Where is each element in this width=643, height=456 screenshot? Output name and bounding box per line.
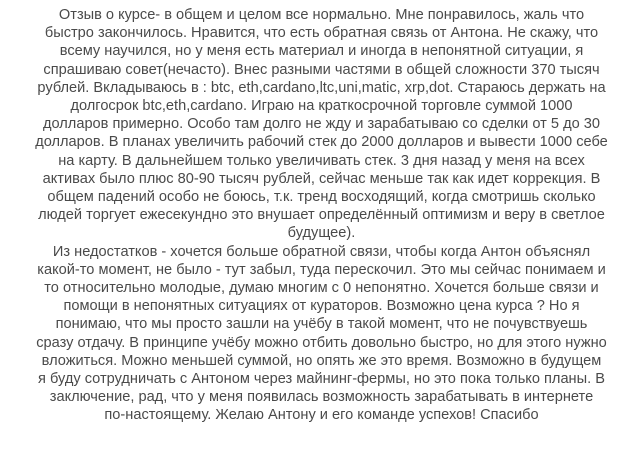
review-line: активах было плюс 80-90 тысяч рублей, сейчас меньше так как идет коррекция. В: [42, 170, 601, 187]
review-line: вложиться. Можно меньшей суммой, но опять же это время. Возможно в будущем: [41, 352, 602, 369]
review-line: какой-то момент, не было - тут забыл, туда перескочил. Это мы сейчас понимаем и: [37, 261, 606, 278]
review-line: я буду сотрудничать с Антоном через майнинг-фермы, но это пока только планы. В: [38, 371, 605, 388]
review-line: по-настоящему. Желаю Антону и его команде успехов! Спасибо: [104, 407, 539, 424]
review-line: сразу отдачу. В принципе учёбу можно отбить довольно быстро, но для этого нужно: [36, 334, 607, 351]
review-line: на карту. В дальнейшем только увеличивать стек. 3 дня назад у меня на всех: [58, 152, 585, 169]
review-line: людей торгует ежесекундно это внушает определённый оптимизм и веру в светлое: [38, 207, 605, 224]
review-line: долларов. В планах увеличить рабочий стек до 2000 долларов и вывести 1000 себе: [35, 134, 608, 151]
review-line: Из недостатков - хочется больше обратной связи, чтобы когда Антон объяснял: [52, 243, 591, 260]
review-line: то относительно молодые, думаю многим с 0 непонятно. Хочется больше связи и: [44, 280, 599, 297]
review-line: всему научился, но у меня есть материал и иногда в непонятной ситуации, я: [59, 43, 584, 60]
review-line: Отзыв о курсе- в общем и целом все нормально. Мне понравилось, жаль что: [58, 7, 585, 23]
review-line: долгосрок btc,eth,cardano. Играю на краткосрочной торговле суммой 1000: [70, 98, 573, 115]
review-line: понимаю, что мы просто зашли на учёбу в такой момент, что не почувствуешь: [55, 316, 588, 333]
review-line: рублей. Вкладываюсь в : btc, eth,cardano,ltc,uni,matic, xrp,dot. Стараюсь держать на: [37, 79, 606, 96]
review-line: спрашиваю совет(нечасто). Внес разными частями в общей сложности 370 тысяч: [43, 61, 600, 78]
review-line: общем падений особо не боюсь, т.к. тренд восходящий, когда смотришь сколько: [47, 189, 596, 206]
review-line: помощи в непонятных ситуациях от кураторов. Возможно цена курса ? Но я: [63, 298, 580, 315]
review-line: быстро закончилось. Нравится, что есть обратная связь от Антона. Не скажу, что: [44, 25, 599, 42]
review-line: долларов примерно. Особо там долго не жду и зарабатываю со сделки от 5 до 30: [42, 116, 600, 133]
review-line: заключение, рад, что у меня появилась возможность зарабатывать в интернете: [49, 389, 594, 406]
review-line: будущее).: [287, 225, 356, 242]
